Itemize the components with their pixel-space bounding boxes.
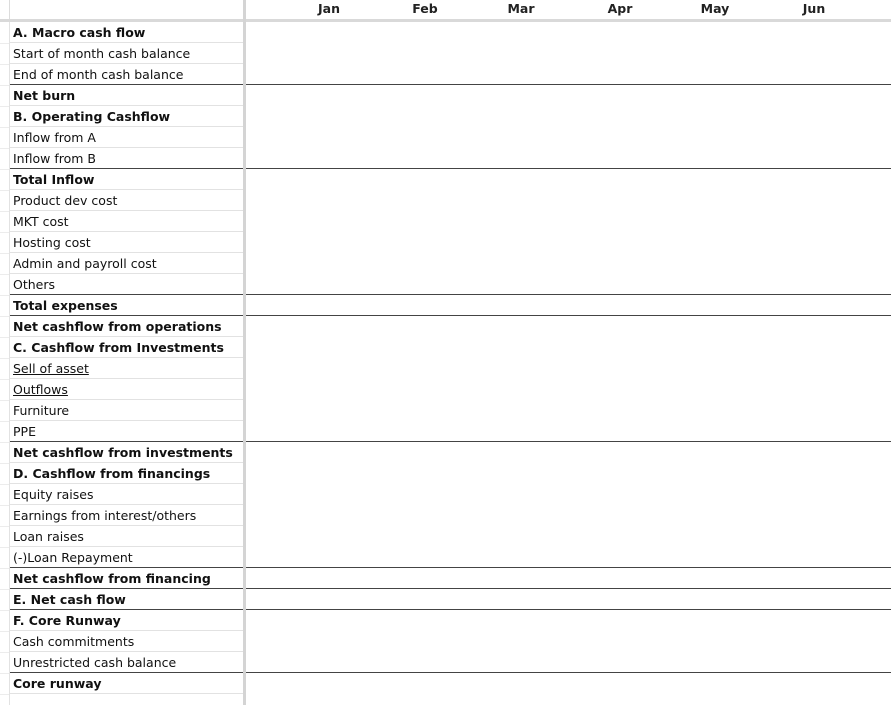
row-label-cell[interactable]: PPE bbox=[10, 421, 243, 442]
row-gutter-cell bbox=[0, 295, 9, 317]
row-gutter-cell bbox=[0, 232, 9, 254]
row-gutter-cell bbox=[0, 64, 9, 86]
column-header-may[interactable]: May bbox=[700, 1, 730, 16]
row-label-cell[interactable]: Total expenses bbox=[10, 295, 243, 316]
row-label-cell[interactable]: F. Core Runway bbox=[10, 610, 243, 631]
table-row bbox=[0, 253, 891, 274]
row-label-cell[interactable]: B. Operating Cashflow bbox=[10, 106, 243, 127]
row-label-cell[interactable]: A. Macro cash flow bbox=[10, 22, 243, 43]
row-gutter-cell bbox=[0, 568, 9, 590]
row-gutter-cell bbox=[0, 652, 9, 674]
row-label-cell[interactable]: Sell of asset bbox=[10, 358, 243, 379]
row-label-cell[interactable]: End of month cash balance bbox=[10, 64, 243, 85]
row-label-cell[interactable]: Inflow from B bbox=[10, 148, 243, 169]
table-row bbox=[0, 43, 891, 64]
row-label-cell[interactable]: Net cashflow from financing bbox=[10, 568, 243, 589]
row-gutter-cell bbox=[0, 610, 9, 632]
row-gutter-cell bbox=[0, 337, 9, 359]
row-gutter-cell bbox=[0, 169, 9, 191]
row-label-cell[interactable]: Admin and payroll cost bbox=[10, 253, 243, 274]
table-row bbox=[0, 295, 891, 316]
table-row bbox=[0, 526, 891, 547]
row-label-cell[interactable]: Furniture bbox=[10, 400, 243, 421]
row-label-cell[interactable]: MKT cost bbox=[10, 211, 243, 232]
row-label-cell[interactable]: Unrestricted cash balance bbox=[10, 652, 243, 673]
row-label-cell[interactable]: C. Cashflow from Investments bbox=[10, 337, 243, 358]
row-gutter-cell bbox=[0, 442, 9, 464]
table-row bbox=[0, 484, 891, 505]
row-label-cell[interactable]: Loan raises bbox=[10, 526, 243, 547]
table-row bbox=[0, 64, 891, 85]
table-row bbox=[0, 190, 891, 211]
row-gutter-cell bbox=[0, 274, 9, 296]
column-header-jun[interactable]: Jun bbox=[802, 1, 826, 16]
row-label-cell[interactable]: D. Cashflow from financings bbox=[10, 463, 243, 484]
row-label-cell[interactable]: Total Inflow bbox=[10, 169, 243, 190]
row-gutter-cell bbox=[0, 526, 9, 548]
table-row bbox=[0, 589, 891, 610]
row-gutter-cell bbox=[0, 316, 9, 338]
column-header-apr[interactable]: Apr bbox=[607, 1, 633, 16]
row-gutter-cell bbox=[0, 127, 9, 149]
row-label-cell[interactable]: E. Net cash flow bbox=[10, 589, 243, 610]
row-gutter-cell bbox=[0, 673, 9, 695]
table-row bbox=[0, 400, 891, 421]
table-row bbox=[0, 337, 891, 358]
row-gutter-cell bbox=[0, 106, 9, 128]
row-label-cell[interactable]: Net cashflow from investments bbox=[10, 442, 243, 463]
row-gutter-cell bbox=[0, 211, 9, 233]
row-gutter-cell bbox=[0, 379, 9, 401]
row-gutter-cell bbox=[0, 400, 9, 422]
row-label-cell[interactable]: Net burn bbox=[10, 85, 243, 106]
row-gutter-cell bbox=[0, 22, 9, 44]
row-gutter-cell bbox=[0, 358, 9, 380]
row-gutter-cell bbox=[0, 484, 9, 506]
row-gutter-cell bbox=[0, 421, 9, 443]
column-header-mar[interactable]: Mar bbox=[507, 1, 535, 16]
table-row bbox=[0, 232, 891, 253]
frozen-column-divider bbox=[243, 0, 246, 705]
row-label-cell[interactable]: (-)Loan Repayment bbox=[10, 547, 243, 568]
table-row bbox=[0, 148, 891, 169]
row-label-cell[interactable]: Equity raises bbox=[10, 484, 243, 505]
row-gutter-cell bbox=[0, 631, 9, 653]
column-header-row bbox=[0, 0, 891, 19]
table-row bbox=[0, 421, 891, 442]
row-label-cell[interactable]: Earnings from interest/others bbox=[10, 505, 243, 526]
row-gutter-cell bbox=[0, 43, 9, 65]
table-row bbox=[0, 169, 891, 190]
row-label-cell[interactable]: Hosting cost bbox=[10, 232, 243, 253]
row-label-cell[interactable]: Product dev cost bbox=[10, 190, 243, 211]
row-label-cell[interactable]: Others bbox=[10, 274, 243, 295]
row-gutter-cell bbox=[0, 190, 9, 212]
table-row bbox=[0, 505, 891, 526]
row-gutter-cell bbox=[0, 547, 9, 569]
table-row bbox=[0, 22, 891, 43]
row-label-cell[interactable]: Inflow from A bbox=[10, 127, 243, 148]
row-gutter-cell bbox=[0, 253, 9, 275]
table-row bbox=[0, 316, 891, 337]
table-row bbox=[0, 547, 891, 568]
row-label-cell[interactable]: Cash commitments bbox=[10, 631, 243, 652]
table-row bbox=[0, 631, 891, 652]
row-gutter-cell bbox=[0, 85, 9, 107]
column-header-feb[interactable]: Feb bbox=[412, 1, 438, 16]
table-row bbox=[0, 463, 891, 484]
table-row bbox=[0, 85, 891, 106]
row-label-cell[interactable]: Net cashflow from operations bbox=[10, 316, 243, 337]
row-label-cell[interactable]: Start of month cash balance bbox=[10, 43, 243, 64]
table-row bbox=[0, 673, 891, 694]
table-row bbox=[0, 652, 891, 673]
table-row bbox=[0, 211, 891, 232]
corner-gutter bbox=[0, 0, 10, 19]
table-row bbox=[0, 106, 891, 127]
table-row bbox=[0, 568, 891, 589]
table-row bbox=[0, 358, 891, 379]
table-row bbox=[0, 379, 891, 400]
row-gutter-cell bbox=[0, 148, 9, 170]
row-label-cell[interactable]: Outflows bbox=[10, 379, 243, 400]
table-row bbox=[0, 610, 891, 631]
column-header-jan[interactable]: Jan bbox=[318, 1, 340, 16]
row-gutter-cell bbox=[0, 463, 9, 485]
table-row bbox=[0, 274, 891, 295]
row-gutter-cell bbox=[0, 589, 9, 611]
row-gutter-cell bbox=[0, 505, 9, 527]
table-row bbox=[0, 442, 891, 463]
table-row bbox=[0, 127, 891, 148]
row-label-cell[interactable]: Core runway bbox=[10, 673, 243, 694]
